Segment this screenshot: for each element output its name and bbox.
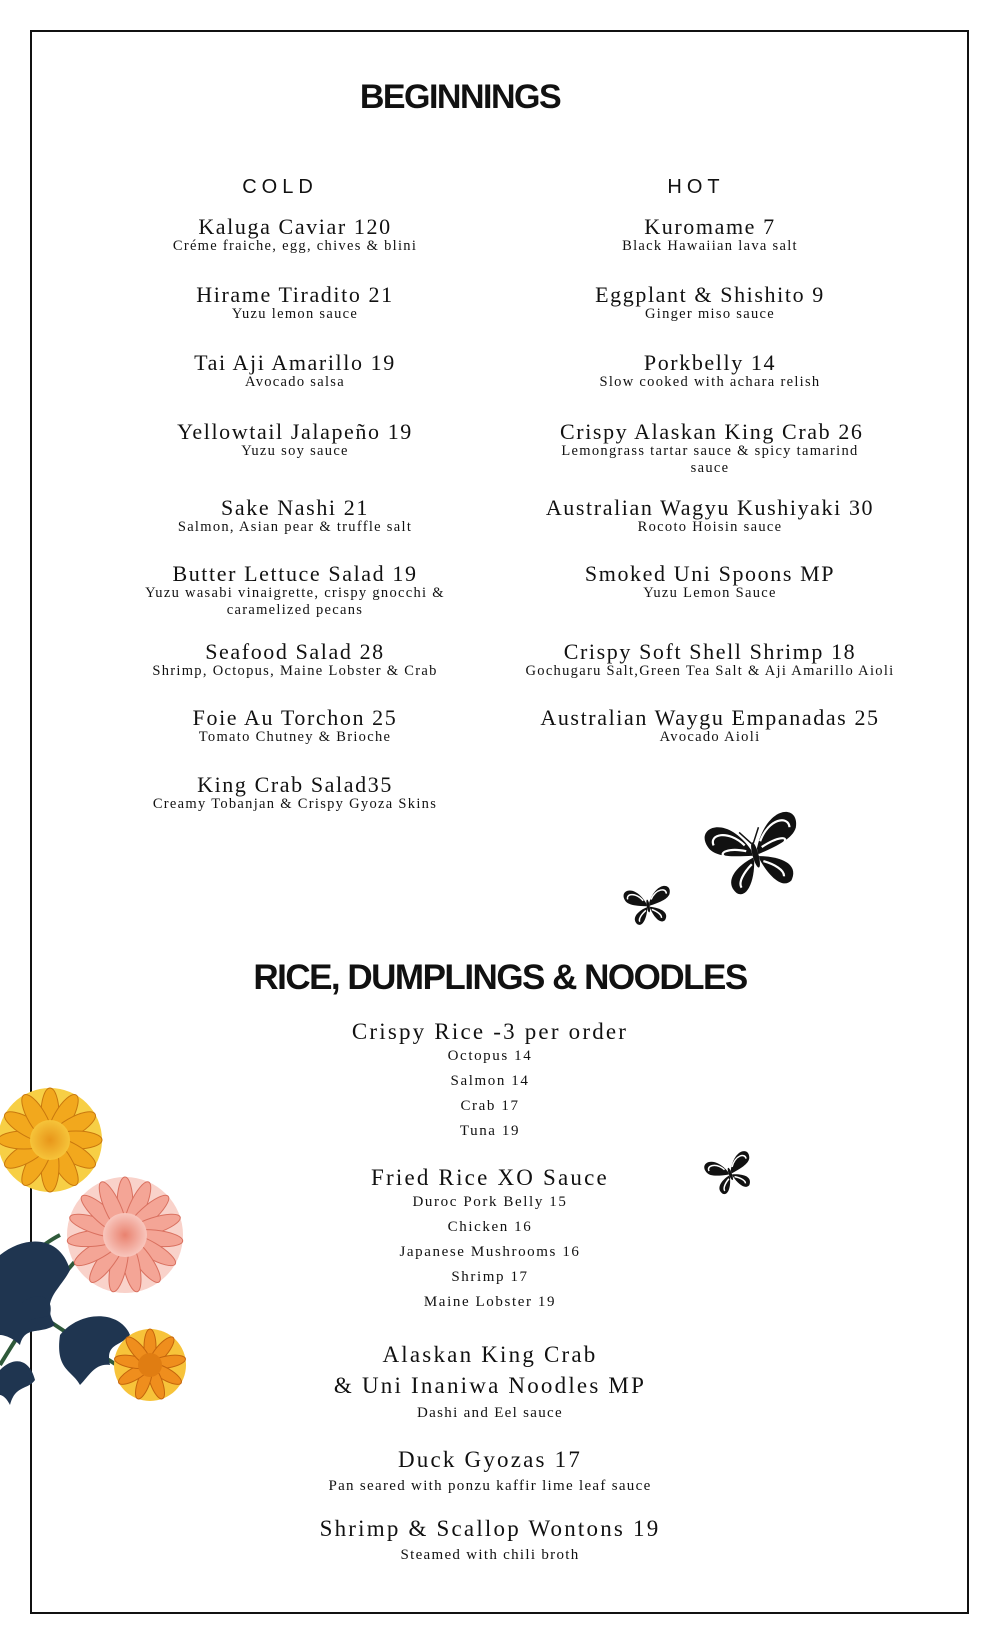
butterfly-icon: [700, 805, 810, 900]
menu-item-fried-rice: [200, 1165, 780, 1315]
menu-item-name: Crispy Rice -3 per order: [351, 1019, 629, 1044]
menu-item-description: Avocado Aioli: [659, 729, 761, 745]
menu-item-description: Lemongrass tartar sauce & spicy tamarind sauce: [561, 443, 859, 476]
menu-option: Japanese Mushrooms 16: [399, 1244, 581, 1260]
menu-option: Chicken 16: [447, 1219, 533, 1235]
menu-item-name: Kaluga Caviar 120: [198, 214, 392, 239]
menu-item-name: Tai Aji Amarillo 19: [194, 350, 396, 375]
menu-item: [125, 284, 465, 323]
menu-item-description: Yuzu soy sauce: [241, 443, 349, 459]
menu-item-description: Ginger miso sauce: [644, 306, 775, 322]
menu-item: [490, 352, 930, 391]
menu-item: [490, 497, 930, 536]
menu-item: [490, 563, 930, 602]
menu-item-name: Butter Lettuce Salad 19: [172, 561, 418, 586]
menu-option: Shrimp 17: [451, 1269, 529, 1285]
menu-item-description: Creamy Tobanjan & Crispy Gyoza Skins: [152, 796, 438, 812]
menu-item: [490, 284, 930, 323]
menu-item-description: Pan seared with ponzu kaffir lime leaf sauce: [328, 1478, 652, 1494]
column-title-cold: COLD: [242, 176, 318, 198]
menu-item-name: Crispy Soft Shell Shrimp 18: [563, 639, 857, 664]
menu-item: [125, 497, 465, 536]
menu-option: Crab 17: [460, 1098, 520, 1114]
menu-item-description: Salmon, Asian pear & truffle salt: [177, 519, 413, 535]
menu-item: [125, 707, 465, 746]
menu-option: Tuna 19: [459, 1123, 521, 1139]
menu-item-name: Duck Gyozas 17: [397, 1447, 583, 1472]
column-title-hot: HOT: [667, 176, 725, 198]
menu-item-name: Crispy Alaskan King Crab 26: [560, 419, 864, 444]
menu-item-description: Steamed with chili broth: [400, 1547, 580, 1563]
menu-item-description: Slow cooked with achara relish: [599, 374, 821, 390]
menu-item-name: Foie Au Torchon 25: [192, 705, 398, 730]
menu-item-wontons: [200, 1516, 780, 1564]
menu-item: [125, 774, 465, 813]
section-heading-rice-dumplings-noodles: RICE, DUMPLINGS & NOODLES: [253, 958, 747, 997]
menu-item-name: Eggplant & Shishito 9: [595, 282, 825, 307]
menu-option: Maine Lobster 19: [423, 1294, 557, 1310]
menu-item-duck-gyozas: [200, 1447, 780, 1495]
menu-item-description: Gochugaru Salt,Green Tea Salt & Aji Amarillo Aioli: [525, 663, 895, 679]
menu-item: [125, 641, 465, 680]
menu-item-name: Fried Rice XO Sauce: [371, 1165, 609, 1190]
menu-item-name: Shrimp & Scallop Wontons 19: [319, 1516, 661, 1541]
menu-item-description: Dashi and Eel sauce: [417, 1405, 563, 1421]
menu-item-name: Smoked Uni Spoons MP: [584, 561, 836, 586]
menu-option: Duroc Pork Belly 15: [412, 1194, 568, 1210]
menu-item: [130, 563, 460, 619]
menu-item-crispy-rice: [200, 1019, 780, 1144]
menu-item-description: Yuzu Lemon Sauce: [643, 585, 777, 601]
menu-item-name: King Crab Salad35: [197, 772, 393, 797]
menu-item: [490, 216, 930, 255]
menu-item: [490, 707, 930, 746]
menu-item-name: Hirame Tiradito 21: [196, 282, 394, 307]
menu-item-description: Créme fraiche, egg, chives & blini: [172, 238, 418, 254]
menu-item-name: & Uni Inaniwa Noodles MP: [333, 1373, 647, 1398]
chrysanthemum-illustration: [0, 1085, 205, 1430]
menu-item-name: Yellowtail Jalapeño 19: [177, 419, 413, 444]
menu-item: [125, 421, 465, 460]
menu-item-description: Rocoto Hoisin sauce: [637, 519, 783, 535]
menu-item: [125, 216, 465, 255]
menu-item-name: Australian Wagyu Kushiyaki 30: [545, 495, 875, 520]
menu-item-name: Alaskan King Crab: [382, 1342, 598, 1367]
menu-item: [125, 352, 465, 391]
menu-item-description: Yuzu wasabi vinaigrette, crispy gnocchi & caramelized pecans: [145, 585, 445, 618]
menu-item-king-crab-noodles: [200, 1339, 780, 1422]
menu-item-name: Australian Waygu Empanadas 25: [540, 705, 880, 730]
menu-item-name: Sake Nashi 21: [221, 495, 369, 520]
menu-item-description: Shrimp, Octopus, Maine Lobster & Crab: [152, 663, 438, 679]
menu-item-description: Yuzu lemon sauce: [231, 306, 359, 322]
menu-item: [490, 641, 930, 680]
menu-item-name: Seafood Salad 28: [205, 639, 385, 664]
menu-item: [560, 419, 864, 477]
menu-item-name: Kuromame 7: [644, 214, 776, 239]
menu-item-description: Avocado salsa: [245, 374, 345, 390]
menu-option: Salmon 14: [450, 1073, 530, 1089]
menu-option: Octopus 14: [447, 1048, 533, 1064]
menu-item-description: Tomato Chutney & Brioche: [198, 729, 392, 745]
section-heading-beginnings: BEGINNINGS: [359, 78, 561, 116]
menu-item-name: Porkbelly 14: [643, 350, 777, 375]
menu-item-description: Black Hawaiian lava salt: [622, 238, 798, 254]
butterfly-icon: [620, 880, 676, 930]
